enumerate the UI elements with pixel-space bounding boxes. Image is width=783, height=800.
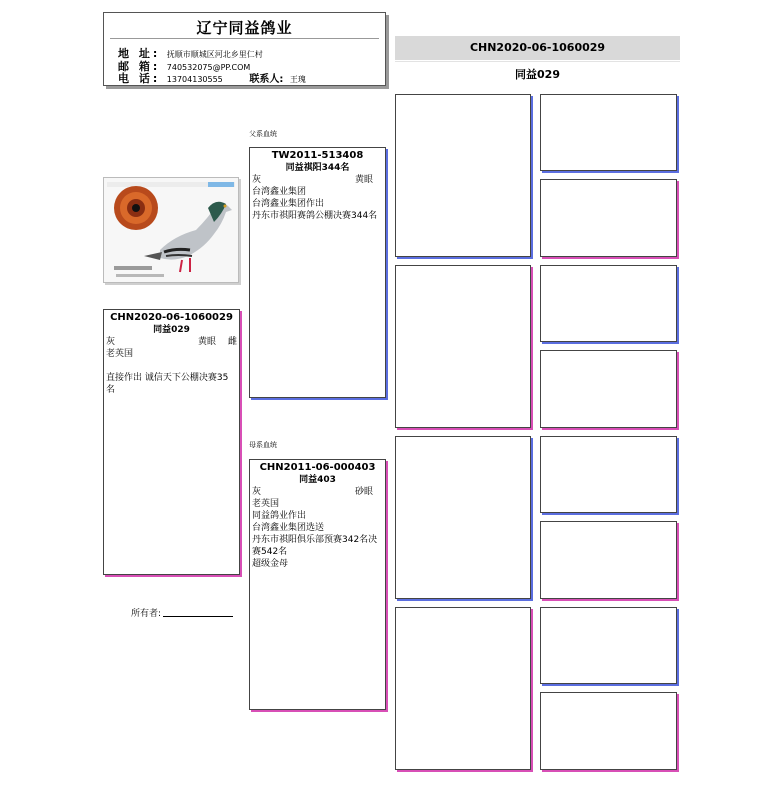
- breeder-title: 辽宁同益鸽业: [196, 19, 293, 37]
- owner-underline: [163, 616, 233, 617]
- dam-eye: 砂眼: [354, 487, 373, 497]
- sire-section-label: 父系血统: [249, 130, 277, 138]
- owner-label: 所有者:: [131, 609, 162, 619]
- granddam-paternal-card: [395, 265, 531, 428]
- phone-label: 电 话:: [118, 72, 161, 85]
- owner-field: [131, 606, 233, 619]
- phone-row: [118, 70, 306, 86]
- subject-traits: [106, 336, 237, 348]
- dam-name: 同益403: [299, 475, 336, 485]
- subject-color: 灰: [106, 337, 116, 347]
- header-divider: [110, 38, 379, 39]
- ggp-card-3: [540, 265, 677, 342]
- sire-ring: TW2011-513408: [271, 150, 364, 161]
- dam-line-3: 台湾鑫业集团选送: [252, 523, 325, 533]
- subject-eye: 黄眼: [197, 337, 216, 347]
- dam-ring: CHN2011-06-000403: [259, 462, 376, 473]
- sire-color: 灰: [252, 175, 262, 185]
- pigeon-illustration: [104, 178, 238, 282]
- contact-label: 联系人:: [249, 74, 284, 85]
- ggp-card-5: [540, 436, 677, 513]
- sire-line-2: 台湾鑫业集团作出: [252, 199, 325, 209]
- dam-line-5: 超级金母: [252, 559, 289, 569]
- pigeon-photo: [103, 177, 239, 283]
- sire-line-1: 台湾鑫业集团: [252, 187, 307, 197]
- ggp-card-4: [540, 350, 677, 428]
- ggp-card-6: [540, 521, 677, 599]
- subject-sex: 雌: [227, 337, 237, 347]
- sire-traits: [252, 174, 383, 186]
- banner-divider: [395, 61, 680, 62]
- contact-value: 王瑰: [289, 75, 306, 84]
- subject-line: 老英国: [106, 349, 134, 359]
- ggp-card-2: [540, 179, 677, 257]
- dam-section-label: 母系血统: [249, 441, 277, 449]
- sire-card: [249, 147, 386, 398]
- grandsire-paternal-card: [395, 94, 531, 257]
- sire-eye: 黄眼: [354, 175, 373, 185]
- dam-traits: [252, 486, 383, 498]
- dam-color: 灰: [252, 487, 262, 497]
- subject-ring: CHN2020-06-1060029: [110, 312, 233, 323]
- address-value: 抚顺市顺城区河北乡里仁村: [166, 50, 263, 59]
- phone-value: 13704130555: [166, 75, 223, 84]
- ggp-card-8: [540, 692, 677, 770]
- subject-name: 同益029: [153, 325, 190, 335]
- pedigree-name: 同益029: [515, 68, 560, 81]
- email-label: 邮 箱:: [118, 60, 161, 73]
- granddam-maternal-card: [395, 607, 531, 770]
- sire-name: 同益祺阳344名: [285, 163, 350, 173]
- address-label: 地 址:: [118, 47, 161, 60]
- dam-line-1: 老英国: [252, 499, 280, 509]
- pedigree-ring-banner: CHN2020-06-1060029: [395, 36, 680, 60]
- email-value: 740532075@PP.COM: [166, 63, 251, 72]
- sire-line-3: 丹东市祺阳赛鸽公棚决赛344名: [252, 211, 378, 221]
- dam-line-2: 同益鸽业作出: [252, 511, 307, 521]
- ggp-card-1: [540, 94, 677, 171]
- ggp-card-7: [540, 607, 677, 684]
- grandsire-maternal-card: [395, 436, 531, 599]
- subject-note: 直接作出 诚信天下公棚决赛35名: [106, 373, 229, 395]
- subject-card: [103, 309, 240, 575]
- breeder-info-card: [103, 12, 386, 86]
- dam-line-4: 丹东市祺阳俱乐部预赛342名决赛542名: [252, 535, 378, 557]
- dam-card: [249, 459, 386, 710]
